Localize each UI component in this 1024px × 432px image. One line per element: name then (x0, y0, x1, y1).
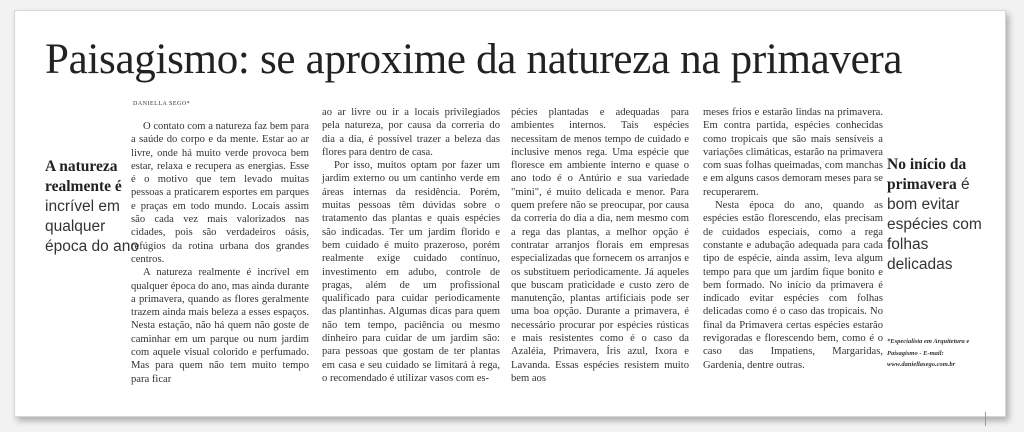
divider (985, 412, 986, 426)
text-column-2 (322, 106, 500, 416)
text-column-1 (131, 120, 309, 412)
paragraph: meses frios e estarão lindas na primavera. Em contra partida, espécies conhecidas como tropicais que são mais sensíveis a variações climáticas, estarão na primavera com suas folhas queimadas, com manchas e em alguns casos demoram meses para se recuperarem. (703, 107, 883, 198)
paragraph: A natureza realmente é incrível em qualquer época do ano, mas ainda durante a primavera, quando as flores geralmente trazem ainda mais beleza a esses espaços. Nesta estação, não há quem não goste de caminhar em um parque ou num jardim com aquele visual colorido e perfumado. Mas para quem não tem muito tempo para ficar (131, 267, 309, 385)
pull-quote-right-bold: No início da primavera (887, 156, 967, 193)
author-byline: DANIELLA SEGO* (133, 101, 191, 107)
pull-quote-right (887, 155, 995, 275)
pull-quote-left (45, 157, 145, 257)
paragraph: ao ar livre ou ir a locais privilegiados pela natureza, por causa da correria do dia a dia, é possível trazer a beleza das flores para dentro de casa. (322, 107, 500, 158)
pull-quote-left-bold: A natureza realmente é (45, 158, 122, 195)
article-headline: Paisagismo: se aproxime da natureza na primavera (45, 36, 903, 83)
pull-quote-right-text: é bom evitar espécies com folhas delicadas (887, 176, 982, 273)
paragraph: Nesta época do ano, quando as espécies estão florescendo, elas precisam de cuidados especiais, como a rega constante e adubação adequada para cada tipo de espécie, ainda assim, leva algum tempo para que um jardim fique bonito e bem formado. No início da primavera é indicado evitar espécies com folhas delicadas como é o caso das tropicais. No final da Primavera certas espécies estarão revigoradas e florescendo bem, como é o caso das Impatiens, Margaridas, Gardenia, dentre outras. (703, 200, 883, 371)
paragraph: pécies plantadas e adequadas para ambientes internos. Tais espécies necessitam de menos tempo de cuidado e inclusive menos rega. Uma espécie que floresce em ambiente interno e quase o ano todo é o Antúrio e sua variedade "mini", é muito delicada e menor. Para quem prefere não se preocupar, por causa da correria do dia a dia, nem mesmo com a rega das plantas, a melhor opção é contratar arranjos florais em empresas especializadas que fornecem os arranjos e os substituem periodicamente. Já aqueles que buscam praticidade e custo zero de manutenção, plantas artificiais pode ser uma boa opção. Durante a primavera, é necessário procurar por espécies rústicas e mais resistentes como é o caso da Azaléia, Primavera, Íris azul, Ixora e Lavanda. Essas espécies resistem muito bem aos (511, 107, 689, 384)
author-note: *Especialista em Arquitetura e Paisagismo - E-mail: www.daniellasego.com.br (887, 338, 970, 368)
text-column-4 (703, 106, 883, 416)
newspaper-clipping (14, 10, 1006, 417)
pull-quote-left-text: incrível em qualquer época do ano (45, 198, 139, 255)
paragraph: O contato com a natureza faz bem para a saúde do corpo e da mente. Estar ao ar livre, onde há muito verde provoca bem estar, relaxa e recupera as energias. Esse é o motivo que tem levado muitas pessoas a praticarem esportes em parques e praças em todo mundo. Locais assim são cada vez mais valorizados nas cidades, pois são verdadeiros oásis, refúgios da rotina urbana dos grandes centros. (131, 121, 309, 265)
paragraph: Por isso, muitos optam por fazer um jardim externo ou um cantinho verde em áreas internas da residência. Porém, muitas pessoas têm dúvidas sobre o tratamento das plantas e quais espécies são indicadas. Ter um jardim florido e bem cuidado é muito prazeroso, porém realmente exige cuidado contínuo, investimento em adubo, controle de pragas, além de um profissional qualificado para cuidar periodicamente das plantinhas. Algumas dicas para quem não tem tempo, paciência ou mesmo dinheiro para cuidar de um jardim são: para pessoas que gostam de ter plantas em casa e seu cuidado se limitará à rega, o recomendado é utilizar vasos com es- (322, 160, 500, 384)
text-column-3 (511, 106, 689, 416)
